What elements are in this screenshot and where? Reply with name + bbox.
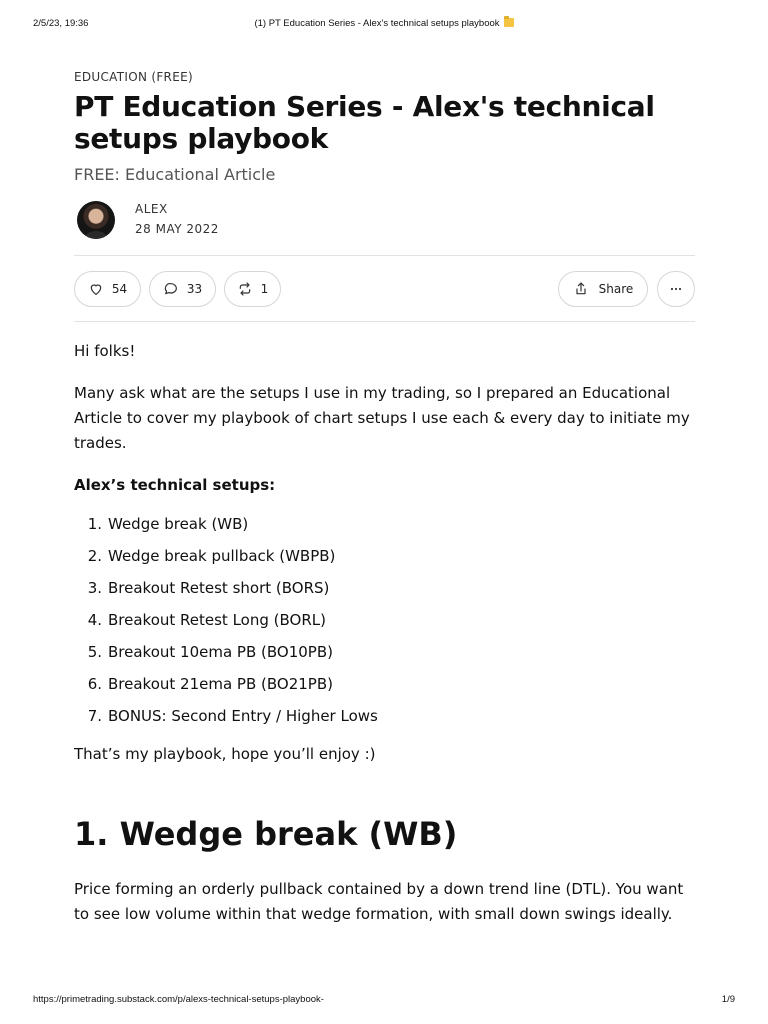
comment-count: 33 — [186, 282, 203, 296]
article-title: PT Education Series - Alex's technical setups playbook — [74, 90, 655, 155]
author-name[interactable]: ALEX — [135, 201, 168, 216]
share-icon — [573, 281, 589, 297]
list-item — [74, 610, 695, 642]
list-item-number: 2. — [87, 547, 102, 565]
list-item-number: 6. — [87, 675, 102, 693]
list-item — [74, 578, 695, 610]
print-url: https://primetrading.substack.com/p/alexs-technical-setups-playbook- — [33, 994, 324, 1005]
publish-date: 28 MAY 2022 — [135, 221, 219, 236]
greeting-paragraph: Hi folks! — [74, 342, 136, 360]
list-item-label: Breakout 10ema PB (BO10PB) — [108, 643, 333, 661]
author-avatar[interactable] — [77, 201, 115, 239]
list-item — [74, 674, 695, 706]
comment-icon — [163, 281, 179, 297]
divider-bottom — [74, 321, 695, 322]
article-subtitle: FREE: Educational Article — [74, 165, 276, 184]
list-item-label: Wedge break (WB) — [108, 515, 249, 533]
share-label: Share — [598, 282, 634, 296]
folder-icon — [504, 18, 514, 27]
print-page-title-text: (1) PT Education Series - Alex's technical setups playbook — [254, 18, 500, 29]
list-item-number: 4. — [87, 611, 102, 629]
list-item-number: 1. — [87, 515, 102, 533]
restack-button[interactable] — [224, 271, 281, 307]
outro-paragraph: That’s my playbook, hope you’ll enjoy :) — [74, 745, 376, 763]
restack-icon — [237, 281, 253, 297]
list-item-label: Breakout 21ema PB (BO21PB) — [108, 675, 333, 693]
article-category[interactable]: EDUCATION (FREE) — [74, 70, 193, 84]
more-button[interactable] — [657, 271, 695, 307]
article-body — [74, 339, 695, 927]
article — [74, 70, 695, 927]
restack-count: 1 — [260, 282, 269, 296]
heart-icon — [88, 281, 104, 297]
list-item — [74, 706, 695, 738]
byline-text — [135, 199, 219, 239]
setups-heading: Alex’s technical setups: — [74, 476, 276, 494]
action-bar — [74, 256, 695, 321]
list-item-number: 7. — [87, 707, 102, 725]
print-datetime: 2/5/23, 19:36 — [33, 18, 89, 29]
list-item-label: BONUS: Second Entry / Higher Lows — [108, 707, 378, 725]
print-page-title — [0, 18, 768, 29]
print-page-number: 1/9 — [721, 994, 735, 1005]
list-item-label: Breakout Retest short (BORS) — [108, 579, 330, 597]
setups-list — [74, 514, 695, 738]
list-item — [74, 514, 695, 546]
list-item — [74, 546, 695, 578]
comment-button[interactable] — [149, 271, 216, 307]
section-heading: 1. Wedge break (WB) — [74, 815, 458, 853]
list-item-label: Wedge break pullback (WBPB) — [108, 547, 336, 565]
section-paragraph: Price forming an orderly pullback contained by a down trend line (DTL). You want to see low volume within that wedge formation, with small down swings ideally. — [74, 880, 684, 923]
list-item-number: 3. — [87, 579, 102, 597]
like-count: 54 — [111, 282, 128, 296]
like-button[interactable] — [74, 271, 141, 307]
list-item-label: Breakout Retest Long (BORL) — [108, 611, 326, 629]
share-button[interactable] — [558, 271, 648, 307]
list-item-number: 5. — [87, 643, 102, 661]
list-item — [74, 642, 695, 674]
byline — [74, 199, 695, 241]
intro-paragraph: Many ask what are the setups I use in my trading, so I prepared an Educational Article to cover my playbook of chart setups I use each & every day to initiate my trades. — [74, 384, 690, 452]
more-icon — [668, 281, 684, 297]
